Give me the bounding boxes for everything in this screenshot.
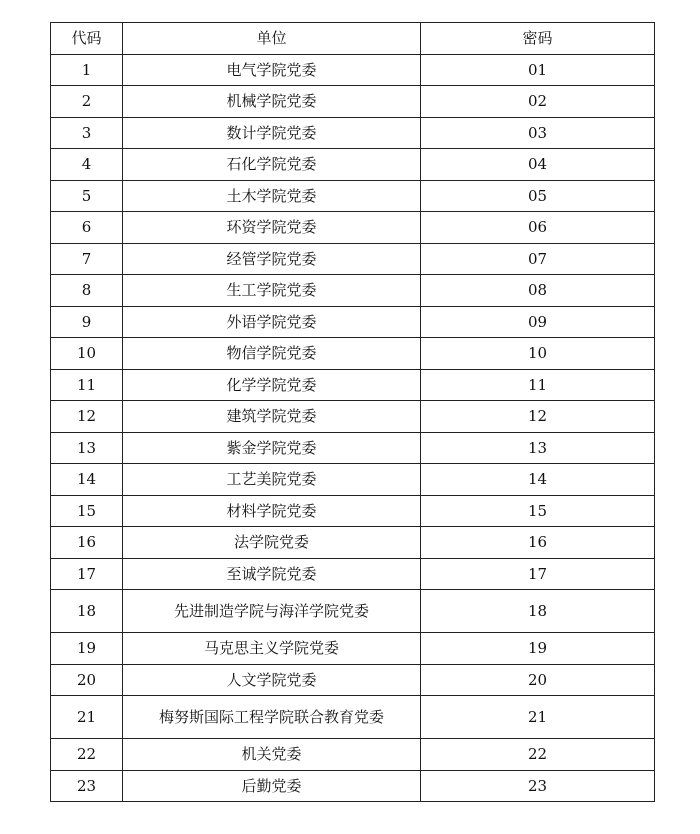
password-cell: 01 bbox=[421, 54, 655, 86]
code-cell: 17 bbox=[51, 558, 123, 590]
unit-cell: 紫金学院党委 bbox=[123, 432, 421, 464]
unit-cell: 梅努斯国际工程学院联合教育党委 bbox=[123, 696, 421, 739]
unit-cell: 材料学院党委 bbox=[123, 495, 421, 527]
unit-cell: 先进制造学院与海洋学院党委 bbox=[123, 590, 421, 633]
code-cell: 6 bbox=[51, 212, 123, 244]
table-row bbox=[51, 432, 655, 464]
table-row bbox=[51, 117, 655, 149]
code-cell: 12 bbox=[51, 401, 123, 433]
code-cell: 15 bbox=[51, 495, 123, 527]
unit-password-table bbox=[50, 22, 655, 802]
password-cell: 22 bbox=[421, 739, 655, 771]
table-row bbox=[51, 633, 655, 665]
password-cell: 18 bbox=[421, 590, 655, 633]
code-cell: 2 bbox=[51, 86, 123, 118]
unit-cell: 机械学院党委 bbox=[123, 86, 421, 118]
password-cell: 10 bbox=[421, 338, 655, 370]
code-cell: 11 bbox=[51, 369, 123, 401]
password-cell: 07 bbox=[421, 243, 655, 275]
table-row bbox=[51, 243, 655, 275]
code-cell: 23 bbox=[51, 770, 123, 802]
code-cell: 20 bbox=[51, 664, 123, 696]
unit-cell: 经管学院党委 bbox=[123, 243, 421, 275]
password-cell: 16 bbox=[421, 527, 655, 559]
unit-cell: 至诚学院党委 bbox=[123, 558, 421, 590]
unit-cell: 工艺美院党委 bbox=[123, 464, 421, 496]
password-cell: 06 bbox=[421, 212, 655, 244]
password-cell: 17 bbox=[421, 558, 655, 590]
table-row bbox=[51, 739, 655, 771]
table-row bbox=[51, 306, 655, 338]
code-cell: 19 bbox=[51, 633, 123, 665]
unit-cell: 物信学院党委 bbox=[123, 338, 421, 370]
header-unit: 单位 bbox=[123, 23, 421, 55]
password-cell: 12 bbox=[421, 401, 655, 433]
table-row bbox=[51, 149, 655, 181]
code-cell: 22 bbox=[51, 739, 123, 771]
unit-cell: 石化学院党委 bbox=[123, 149, 421, 181]
unit-cell: 环资学院党委 bbox=[123, 212, 421, 244]
table-row bbox=[51, 664, 655, 696]
password-cell: 02 bbox=[421, 86, 655, 118]
table-row bbox=[51, 527, 655, 559]
code-cell: 5 bbox=[51, 180, 123, 212]
table-row bbox=[51, 590, 655, 633]
password-cell: 04 bbox=[421, 149, 655, 181]
code-cell: 10 bbox=[51, 338, 123, 370]
code-cell: 4 bbox=[51, 149, 123, 181]
password-cell: 11 bbox=[421, 369, 655, 401]
unit-cell: 数计学院党委 bbox=[123, 117, 421, 149]
table-row bbox=[51, 338, 655, 370]
password-cell: 05 bbox=[421, 180, 655, 212]
table-row bbox=[51, 275, 655, 307]
table-row bbox=[51, 54, 655, 86]
table-row bbox=[51, 696, 655, 739]
table-row bbox=[51, 495, 655, 527]
unit-cell: 电气学院党委 bbox=[123, 54, 421, 86]
password-cell: 20 bbox=[421, 664, 655, 696]
password-cell: 03 bbox=[421, 117, 655, 149]
table-row bbox=[51, 401, 655, 433]
table-row bbox=[51, 369, 655, 401]
code-cell: 14 bbox=[51, 464, 123, 496]
table-row bbox=[51, 770, 655, 802]
header-password: 密码 bbox=[421, 23, 655, 55]
password-cell: 21 bbox=[421, 696, 655, 739]
table-row bbox=[51, 464, 655, 496]
password-cell: 15 bbox=[421, 495, 655, 527]
code-cell: 16 bbox=[51, 527, 123, 559]
code-cell: 8 bbox=[51, 275, 123, 307]
unit-cell: 机关党委 bbox=[123, 739, 421, 771]
table-row bbox=[51, 180, 655, 212]
password-cell: 23 bbox=[421, 770, 655, 802]
code-cell: 7 bbox=[51, 243, 123, 275]
password-cell: 08 bbox=[421, 275, 655, 307]
password-cell: 14 bbox=[421, 464, 655, 496]
password-cell: 09 bbox=[421, 306, 655, 338]
code-cell: 21 bbox=[51, 696, 123, 739]
code-cell: 9 bbox=[51, 306, 123, 338]
unit-cell: 生工学院党委 bbox=[123, 275, 421, 307]
unit-cell: 土木学院党委 bbox=[123, 180, 421, 212]
code-cell: 18 bbox=[51, 590, 123, 633]
unit-cell: 建筑学院党委 bbox=[123, 401, 421, 433]
unit-cell: 马克思主义学院党委 bbox=[123, 633, 421, 665]
table-row bbox=[51, 212, 655, 244]
unit-cell: 后勤党委 bbox=[123, 770, 421, 802]
code-cell: 13 bbox=[51, 432, 123, 464]
table-header-row bbox=[51, 23, 655, 55]
code-cell: 3 bbox=[51, 117, 123, 149]
table-row bbox=[51, 558, 655, 590]
unit-cell: 外语学院党委 bbox=[123, 306, 421, 338]
code-cell: 1 bbox=[51, 54, 123, 86]
header-code: 代码 bbox=[51, 23, 123, 55]
unit-cell: 人文学院党委 bbox=[123, 664, 421, 696]
password-cell: 13 bbox=[421, 432, 655, 464]
unit-cell: 法学院党委 bbox=[123, 527, 421, 559]
unit-cell: 化学学院党委 bbox=[123, 369, 421, 401]
password-cell: 19 bbox=[421, 633, 655, 665]
table-row bbox=[51, 86, 655, 118]
